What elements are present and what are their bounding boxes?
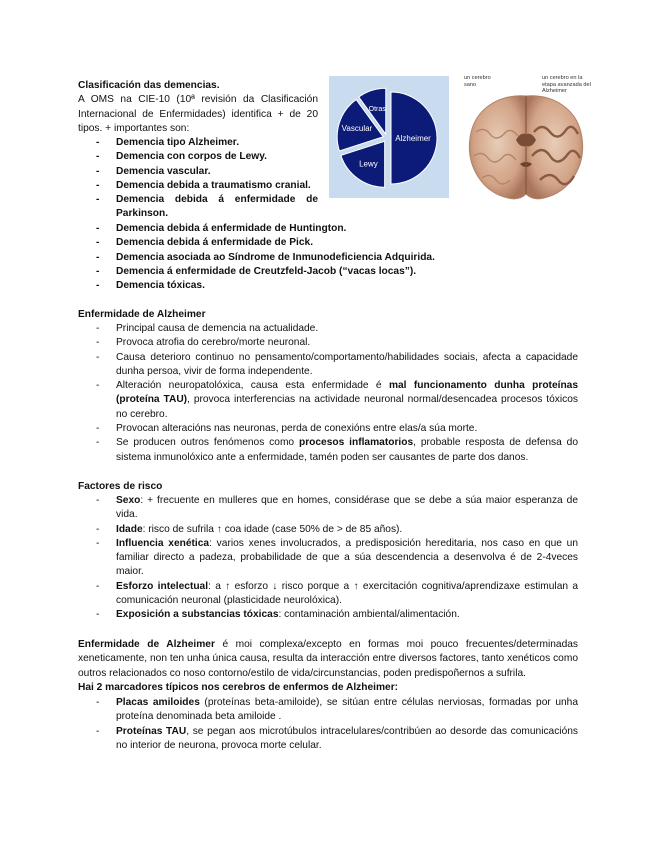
alzheimer-title: Enfermidade de Alzheimer — [78, 309, 206, 320]
risk-list — [78, 494, 578, 623]
classification-section — [78, 79, 318, 136]
brain-comparison-image — [460, 72, 592, 204]
list-item: - Demencia debida a traumatismo cranial. — [96, 179, 311, 191]
pie-chart-svg — [329, 76, 449, 198]
list-item: - Provoca atrofia do cerebro/morte neuronal. — [96, 337, 311, 349]
list-item: - Idade: risco de sufrila ↑ coa idade (case 50% de > de 85 años). — [96, 523, 403, 535]
brain-label-alzheimer: un cerebro en la etapa avanzada del Alzheimer — [542, 75, 591, 94]
list-item: - Alteración neuropatolóxica, causa esta enfermidade é mal funcionamento dunha proteínas (proteína TAU), provoca interferencias na actividade neuronal normal/desencadea procesos tóxicos no cerebro. — [96, 380, 578, 420]
pie-label-lewy: Lewy — [359, 159, 378, 169]
dementia-type-list-cont — [78, 222, 498, 293]
markers-list — [78, 696, 578, 753]
summary-paragraph: Enfermidade de Alzheimer é moi complexa/excepto en formas moi pouco frecuentes/determinadas xeneticamente, non ten unha única causa, resulta da interacción entre diversos factores, tanto xenéticos como outros relacionados co noso contorno/estilo de vida/circunstancias, poden predispoñernos a sufrila. — [78, 639, 578, 679]
list-item: - Demencia vascular. — [96, 165, 211, 177]
list-item: - Provocan alteracións nas neuronas, perda de conexións entre elas/a súa morte. — [96, 423, 478, 435]
alzheimer-list — [78, 322, 578, 465]
list-item: - Sexo: + frecuente en mulleres que en homes, considérase que se debe a súa maior esperanza de vida. — [96, 495, 578, 521]
classification-title: Clasificación das demencias. — [78, 80, 220, 91]
list-item: - Influencia xenética: varios xenes involucrados, a predisposición hereditaria, nos caso en que un familiar directo a padeza, probabilidade de que a súa descendencia a desenvolva é de 2-4veces maior. — [96, 537, 579, 578]
list-item: - Demencia debida á enfermidade de Parkinson. — [96, 194, 318, 220]
list-item: - Demencia asociada ao Síndrome de Inmunodeficiencia Adquirida. — [96, 251, 435, 263]
list-item: - Demencia tipo Alzheimer. — [96, 137, 240, 148]
list-item: - Se producen outros fenómenos como procesos inflamatorios, probable resposta de defensa do sistema inmunolóxico ante a enfermidade, tamén poden ser causantes de parte dos danos. — [96, 437, 579, 463]
list-item: - Proteínas TAU, se pegan aos microtúbulos intracelulares/contribúen ao desorde das comunicacións no interior de neurona, provoca morte celular. — [96, 725, 578, 751]
list-item: - Exposición a substancias tóxicas: contaminación ambiental/alimentación. — [96, 609, 460, 621]
list-item: - Demencia á enfermidade de Creutzfeld-Jacob (“vacas locas”). — [96, 265, 417, 277]
list-item: - Demencia con corpos de Lewy. — [96, 151, 267, 163]
list-item: - Causa deterioro continuo no pensamento/comportamento/habilidades sociais, afecta a capacidade dunha persoa, vivir de forma independente. — [96, 351, 578, 377]
pie-label-alzheimer: Alzheimer — [395, 134, 431, 143]
dementia-pie-chart — [329, 76, 449, 198]
brain-label-healthy: un cerebro sano — [464, 75, 491, 88]
list-item: - Esforzo intelectual: a ↑ esforzo ↓ risco porque a ↑ exercitación cognitiva/aprendizaxe estimulan a comunicación neuronal (plasticidade neurolóxica). — [96, 580, 579, 607]
list-item: - Demencia tóxicas. — [96, 280, 205, 292]
dementia-type-list — [78, 136, 318, 222]
list-item: - Demencia debida á enfermidade de Huntington. — [96, 223, 347, 234]
list-item: - Placas amiloides (proteínas beta-amiloide), se sitúan entre células nerviosas, formadas por unha proteína denominada beta amiloide . — [96, 697, 578, 723]
brain-illustration — [460, 82, 592, 204]
list-item: - Demencia debida á enfermidade de Pick. — [96, 237, 314, 249]
classification-intro: A OMS na CIE-10 (10ª revisión da Clasificación Internacional de Enfermidades) identifica + de 20 tipos. + importantes son: — [78, 94, 318, 134]
markers-title: Hai 2 marcadores típicos nos cerebros de enfermos de Alzheimer: — [78, 682, 399, 693]
pie-label-vascular: Vascular — [341, 124, 373, 134]
pie-label-otras: Otras — [368, 105, 386, 113]
risk-title: Factores de risco — [78, 481, 163, 492]
list-item: - Principal causa de demencia na actualidade. — [96, 323, 319, 334]
